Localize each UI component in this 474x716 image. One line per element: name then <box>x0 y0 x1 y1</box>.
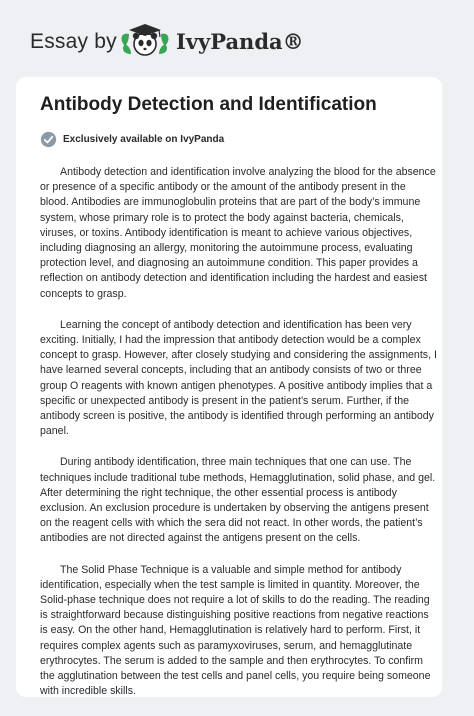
check-badge-icon <box>40 131 57 148</box>
panda-graduate-logo-icon[interactable] <box>117 22 173 60</box>
essay-title: Antibody Detection and Identification <box>40 94 377 115</box>
exclusive-badge-label: Exclusively available on IvyPanda <box>63 133 225 145</box>
site-header <box>0 0 474 78</box>
essay-paragraph: During antibody identification, three main techniques that one can use. The techniques include traditional tube methods, Hemagglutination, solid phase, and gel. After determining the right technique, the other essential process is antibody exclusion. An exclusion procedure is undertaken by observing the antigens present on the reagent cells with which the sera did not react. In other words, the patient’s antibodies are not directed against the antigens present on the cells. <box>40 456 436 545</box>
exclusive-badge <box>40 129 224 149</box>
essay-by-label: Essay by <box>30 30 117 53</box>
essay-paragraph: Antibody detection and identification involve analyzing the blood for the absence or presence of a specific antibody or the amount of the antibody present in the blood. Antibodies are immunoglobulin proteins that are part of the body’s immune system, whose primary role is to protect the body against bacteria, chemicals, viruses, or toxins. Antibody identification is meant to achieve various objectives, including diagnosing an allergy, monitoring the autoimmune process, evaluating protection level, and diagnosing an autoimmune condition. This paper provides a reflection on antibody detection and identification including the hardest and easiest concepts to grasp. <box>40 166 436 300</box>
essay-paragraph: The Solid Phase Technique is a valuable and simple method for antibody identification, especially when the test sample is limited in quantity. Moreover, the Solid-phase technique does not require a lot of skills to do the reading. The reading is straightforward because distinguishing positive reactions from negative reactions is easy. On the other hand, Hemagglutination is relatively hard to perform. First, it requires complex agents such as paramyxoviruses, serum, and hemagglutinate erythrocytes. The serum is added to the sample and then erythrocytes. To confirm the agglutination between the test cells and panel cells, you require being someone with incredible skills. <box>40 563 431 698</box>
essay-paragraph: Learning the concept of antibody detection and identification has been very exciting. Initially, I had the impression that antibody detection would be a complex concept to grasp. However, after closely studying and considering the assignments, I have learned several concepts, including that an antibody consists of two or three group O reagents with known antigen phenotypes. A positive antibody implies that a specific or unexpected antibody is present in the patient’s serum. Further, if the antibody screen is positive, the antibody is identified through performing an antibody panel. <box>40 318 437 438</box>
essay-body <box>40 165 437 716</box>
brand-name[interactable]: IvyPanda® <box>176 29 304 54</box>
